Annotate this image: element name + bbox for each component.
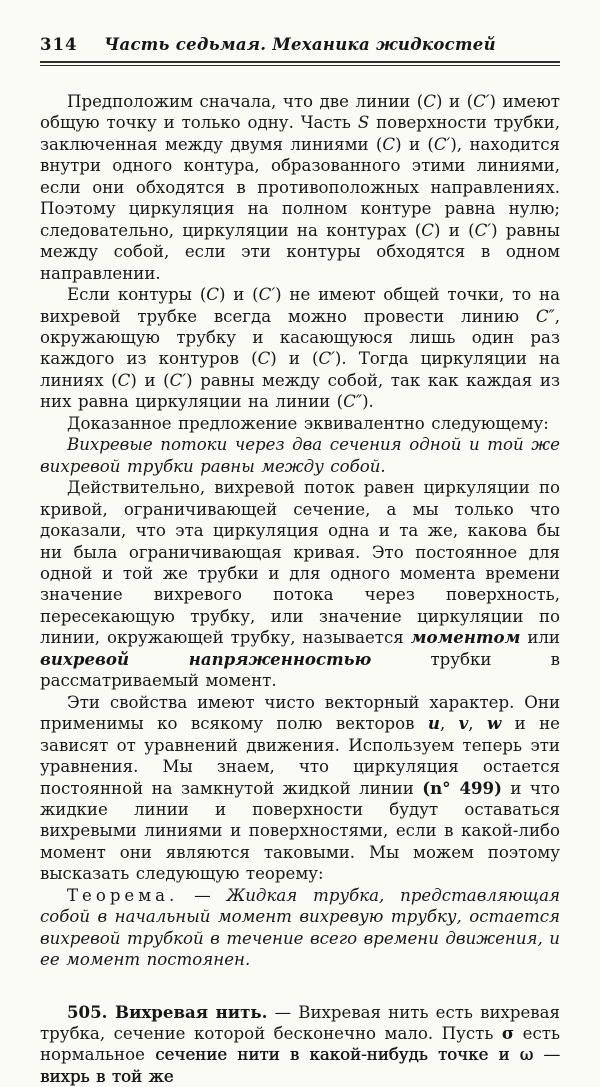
text-segment: (n° 499) xyxy=(422,777,502,798)
text-segment: Вихревые потоки через два сечения одной и той же вихревой трубки равны между собой. xyxy=(40,435,560,476)
text-segment: C′ xyxy=(433,134,451,154)
text-segment: Предположим сначала, что две линии ( xyxy=(67,92,424,111)
para-common-point xyxy=(40,91,560,284)
text-segment: C″ xyxy=(343,392,363,412)
text-segment: есть нормальное xyxy=(40,1024,560,1065)
text-segment: или xyxy=(520,628,560,648)
header-double-rule xyxy=(40,61,560,66)
text-segment: C′ xyxy=(258,285,276,305)
text-segment: Эти свойства имеют чисто векторный характер. Они применимы ко всякому полю векторов xyxy=(40,692,560,734)
text-segment: u xyxy=(427,713,440,734)
text-segment: C′ xyxy=(169,370,187,390)
text-segment: , окружающую трубку и касающуюся лишь один раз каждого из контуров ( xyxy=(40,306,560,369)
text-segment: C xyxy=(117,370,131,390)
para-vortex-flux-statement xyxy=(40,434,560,477)
para-equivalent-statement xyxy=(40,413,560,434)
text-segment: S xyxy=(357,113,370,133)
text-segment: вихревой напряженностью xyxy=(40,648,372,669)
page-body xyxy=(40,91,560,1087)
text-segment: и что жидкие линии и поверхности будут оставаться вихревыми линиями и поверхностями, если в какой-либо момент они являются таковыми. Мы можем поэтому высказать следующую теорему: xyxy=(40,778,561,884)
text-segment: ) равны между собой, так как каждая из них равна циркуляции на линии ( xyxy=(40,370,560,412)
text-segment: ), находится внутри одного контура, образованного этими линиями, если они обходятся в противоположных направлениях. Поэтому циркуляция на полном контуре равна нулю; следовательно, циркуляции на контурах ( xyxy=(40,134,560,240)
para-section-505 xyxy=(40,1002,560,1087)
text-segment: ) и ( xyxy=(219,285,259,305)
text-segment: C′ xyxy=(318,349,335,369)
text-segment: , xyxy=(439,714,459,734)
text-segment: ) имеют общую точку и только одну. Часть xyxy=(40,92,560,133)
text-segment: сечение нити в какой-нибудь точке и xyxy=(155,1045,520,1065)
text-segment: v xyxy=(458,713,469,734)
text-segment: моментом xyxy=(410,627,521,648)
text-segment: ) и ( xyxy=(395,134,434,154)
text-segment: ) не имеют общей точки, то на вихревой трубке всегда можно провести линию xyxy=(40,285,560,326)
text-segment: Действительно, вихревой поток равен циркуляции по кривой, ограничивающей сечение, а мы только что доказали, что эта циркуляция одна и та же, какова бы ни была ограничивающая кривая. Это постоянное для одной и той же трубки и для одного момента времени значение вихревого потока через поверхность, пересекающую трубку, или значение циркуляции по линии, окружающей трубку, называется xyxy=(40,478,560,648)
running-title: Часть седьмая. Механика жидкостей xyxy=(104,35,496,54)
text-segment: трубки в рассматриваемый момент. xyxy=(40,649,560,691)
text-segment: ) и ( xyxy=(435,92,474,111)
para-no-common-point xyxy=(40,284,560,413)
page-number: 314 xyxy=(40,35,78,54)
text-segment: ω xyxy=(519,1045,534,1065)
text-segment: ) и ( xyxy=(270,349,319,369)
text-segment: 505. Вихревая нить. xyxy=(67,1001,268,1022)
text-segment: σ xyxy=(501,1023,515,1044)
text-segment: Доказанное предложение эквивалентно следующему: xyxy=(67,413,549,433)
text-segment: и не зависят от уравнений движения. Используем теперь эти уравнения. Мы знаем, что циркуляция остается постоянной на замкнутой жидкой линии xyxy=(40,714,560,798)
text-segment: C′ xyxy=(473,92,490,111)
text-segment: , xyxy=(468,714,487,734)
text-segment: C xyxy=(382,134,396,154)
text-segment: ) и ( xyxy=(433,220,475,240)
para-moment-definition xyxy=(40,477,560,692)
text-segment: C xyxy=(257,349,271,369)
running-head xyxy=(40,34,560,56)
text-segment: C xyxy=(206,285,219,305)
text-segment: C′ xyxy=(474,220,492,240)
text-segment: ) и ( xyxy=(130,370,170,390)
text-segment: Жидкая трубка, представляющая собой в начальный момент вихревую трубку, остается вихревой трубкой в течение всего времени движения, и ее момент постоянен. xyxy=(40,885,561,970)
text-segment: — Вихревая нить есть вихревая трубка, сечение которой бесконечно мало. Пусть xyxy=(40,1002,561,1044)
text-segment: C xyxy=(423,92,436,111)
text-segment: ) равны между собой, если эти контуры обходятся в одном направлении. xyxy=(40,220,560,283)
para-vector-properties xyxy=(40,692,560,885)
text-segment: Теорема. xyxy=(67,885,179,905)
text-segment: — вихрь в той же xyxy=(40,1045,560,1086)
text-segment: C xyxy=(421,220,434,240)
text-segment: w xyxy=(486,713,502,734)
text-segment: ). xyxy=(362,392,374,412)
text-segment: поверхности трубки, заключенная между двумя линиями ( xyxy=(40,113,560,154)
text-segment: — xyxy=(178,885,227,905)
para-theorem xyxy=(40,885,560,971)
text-segment: C″ xyxy=(535,306,555,326)
text-segment: Если контуры ( xyxy=(67,285,207,305)
text-segment: ). Тогда циркуляции на линиях ( xyxy=(40,349,560,390)
